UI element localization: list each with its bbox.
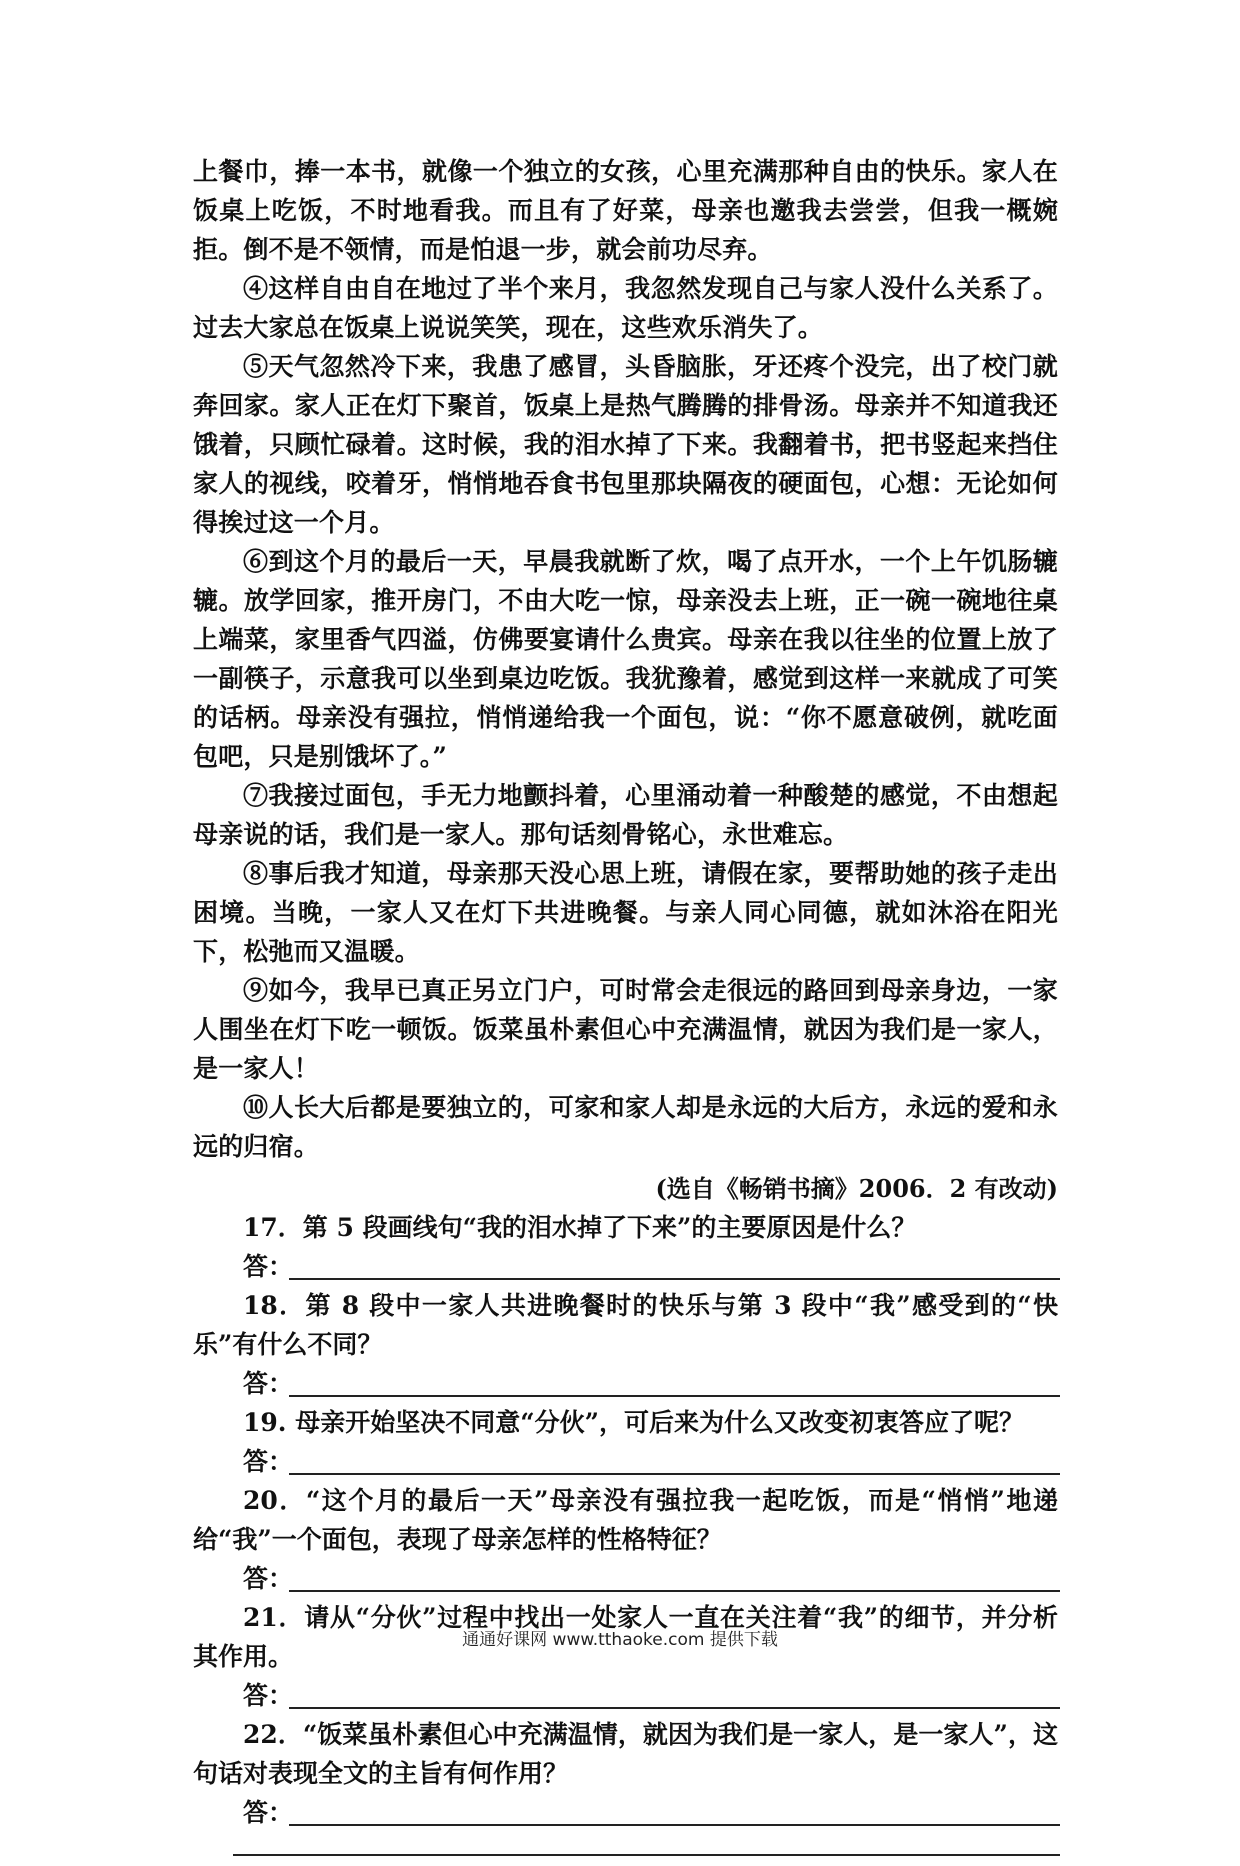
answer-label: 答： (243, 1681, 294, 1710)
question-20 (193, 1481, 1058, 1598)
paragraph-continued: 上餐巾，捧一本书，就像一个独立的女孩，心里充满那种自由的快乐。家人在饭桌上吃饭，不时地看我。而且有了好菜，母亲也邀我去尝尝，但我一概婉拒。倒不是不领情，而是怕退一步，就会前功尽弃。 (193, 157, 1058, 264)
paragraph-7: ⑦我接过面包，手无力地颤抖着，心里涌动着一种酸楚的感觉，不由想起母亲说的话，我们是一家人。那句话刻骨铭心，永世难忘。 (193, 781, 1058, 849)
answer-underline (289, 1278, 1060, 1280)
question-18 (193, 1286, 1058, 1403)
answer-underline (289, 1590, 1060, 1592)
question-text: 17．第 5 段画线句“我的泪水掉了下来”的主要原因是什么？ (243, 1213, 917, 1242)
answer-label: 答： (243, 1798, 294, 1827)
reading-passage (193, 152, 1058, 1866)
answer-label: 答： (243, 1447, 294, 1476)
question-19 (193, 1403, 1058, 1481)
paragraph-4: ④这样自由自在地过了半个来月，我忽然发现自己与家人没什么关系了。过去大家总在饭桌上说说笑笑，现在，这些欢乐消失了。 (193, 274, 1058, 342)
answer-label: 答： (243, 1252, 294, 1281)
question-17 (193, 1208, 1058, 1286)
answer-label: 答： (243, 1369, 294, 1398)
answer-line-17[interactable] (193, 1247, 1058, 1286)
answer-line-20[interactable] (193, 1559, 1058, 1598)
paragraph-9: ⑨如今，我早已真正另立门户，可时常会走很远的路回到母亲身边，一家人围坐在灯下吃一顿饭。饭菜虽朴素但心中充满温情，就因为我们是一家人，是一家人！ (193, 976, 1058, 1083)
question-22 (193, 1715, 1058, 1866)
paragraph-6: ⑥到这个月的最后一天，早晨我就断了炊，喝了点开水，一个上午饥肠辘辘。放学回家，推开房门，不由大吃一惊，母亲没去上班，正一碗一碗地往桌上端菜，家里香气四溢，仿佛要宴请什么贵宾。母亲在我以往坐的位置上放了一副筷子，示意我可以坐到桌边吃饭。我犹豫着，感觉到这样一来就成了可笑的话柄。母亲没有强拉，悄悄递给我一个面包，说：“你不愿意破例，就吃面包吧，只是别饿坏了。” (193, 547, 1058, 771)
answer-line-21[interactable] (193, 1676, 1058, 1715)
paragraph-5: ⑤天气忽然冷下来，我患了感冒，头昏脑胀，牙还疼个没完，出了校门就奔回家。家人正在灯下聚首，饭桌上是热气腾腾的排骨汤。母亲并不知道我还饿着，只顾忙碌着。这时候，我的泪水掉了下来。我翻着书，把书竖起来挡住家人的视线，咬着牙，悄悄地吞食书包里那块隔夜的硬面包，心想：无论如何得挨过这一个月。 (193, 352, 1058, 537)
question-21 (193, 1598, 1058, 1715)
question-text: 22．“饭菜虽朴素但心中充满温情，就因为我们是一家人，是一家人”，这句话对表现全文的主旨有何作用？ (193, 1720, 1058, 1788)
paragraph-8: ⑧事后我才知道，母亲那天没心思上班，请假在家，要帮助她的孩子走出困境。当晚，一家人又在灯下共进晚餐。与亲人同心同德，就如沐浴在阳光下，松弛而又温暖。 (193, 859, 1058, 966)
answer-underline (233, 1854, 1060, 1856)
answer-line-22-extra[interactable] (193, 1832, 1058, 1866)
question-text: 20．“这个月的最后一天”母亲没有强拉我一起吃饭，而是“悄悄”地递给“我”一个面包，表现了母亲怎样的性格特征？ (193, 1486, 1058, 1554)
answer-underline (289, 1395, 1060, 1397)
page-footer: 通通好课网 www.tthaoke.com 提供下载 (462, 1630, 778, 1650)
answer-line-18[interactable] (193, 1364, 1058, 1403)
question-text: 21．请从“分伙”过程中找出一处家人一直在关注着“我”的细节，并分析其作用。 (193, 1603, 1058, 1671)
answer-underline (289, 1707, 1060, 1709)
answer-line-22[interactable] (193, 1793, 1058, 1832)
question-text: 18．第 8 段中一家人共进晚餐时的快乐与第 3 段中“我”感受到的“快乐”有什么不同？ (193, 1291, 1058, 1359)
question-text: 19. 母亲开始坚决不同意“分伙”，可后来为什么又改变初衷答应了呢？ (243, 1408, 1024, 1437)
paragraph-10: ⑩人长大后都是要独立的，可家和家人却是永远的大后方，永远的爱和永远的归宿。 (193, 1093, 1058, 1161)
answer-label: 答： (243, 1564, 294, 1593)
answer-line-19[interactable] (193, 1442, 1058, 1481)
source-citation: (选自《畅销书摘》2006．2 有改动) (655, 1174, 1058, 1203)
answer-underline (289, 1824, 1060, 1826)
answer-underline (289, 1473, 1060, 1475)
